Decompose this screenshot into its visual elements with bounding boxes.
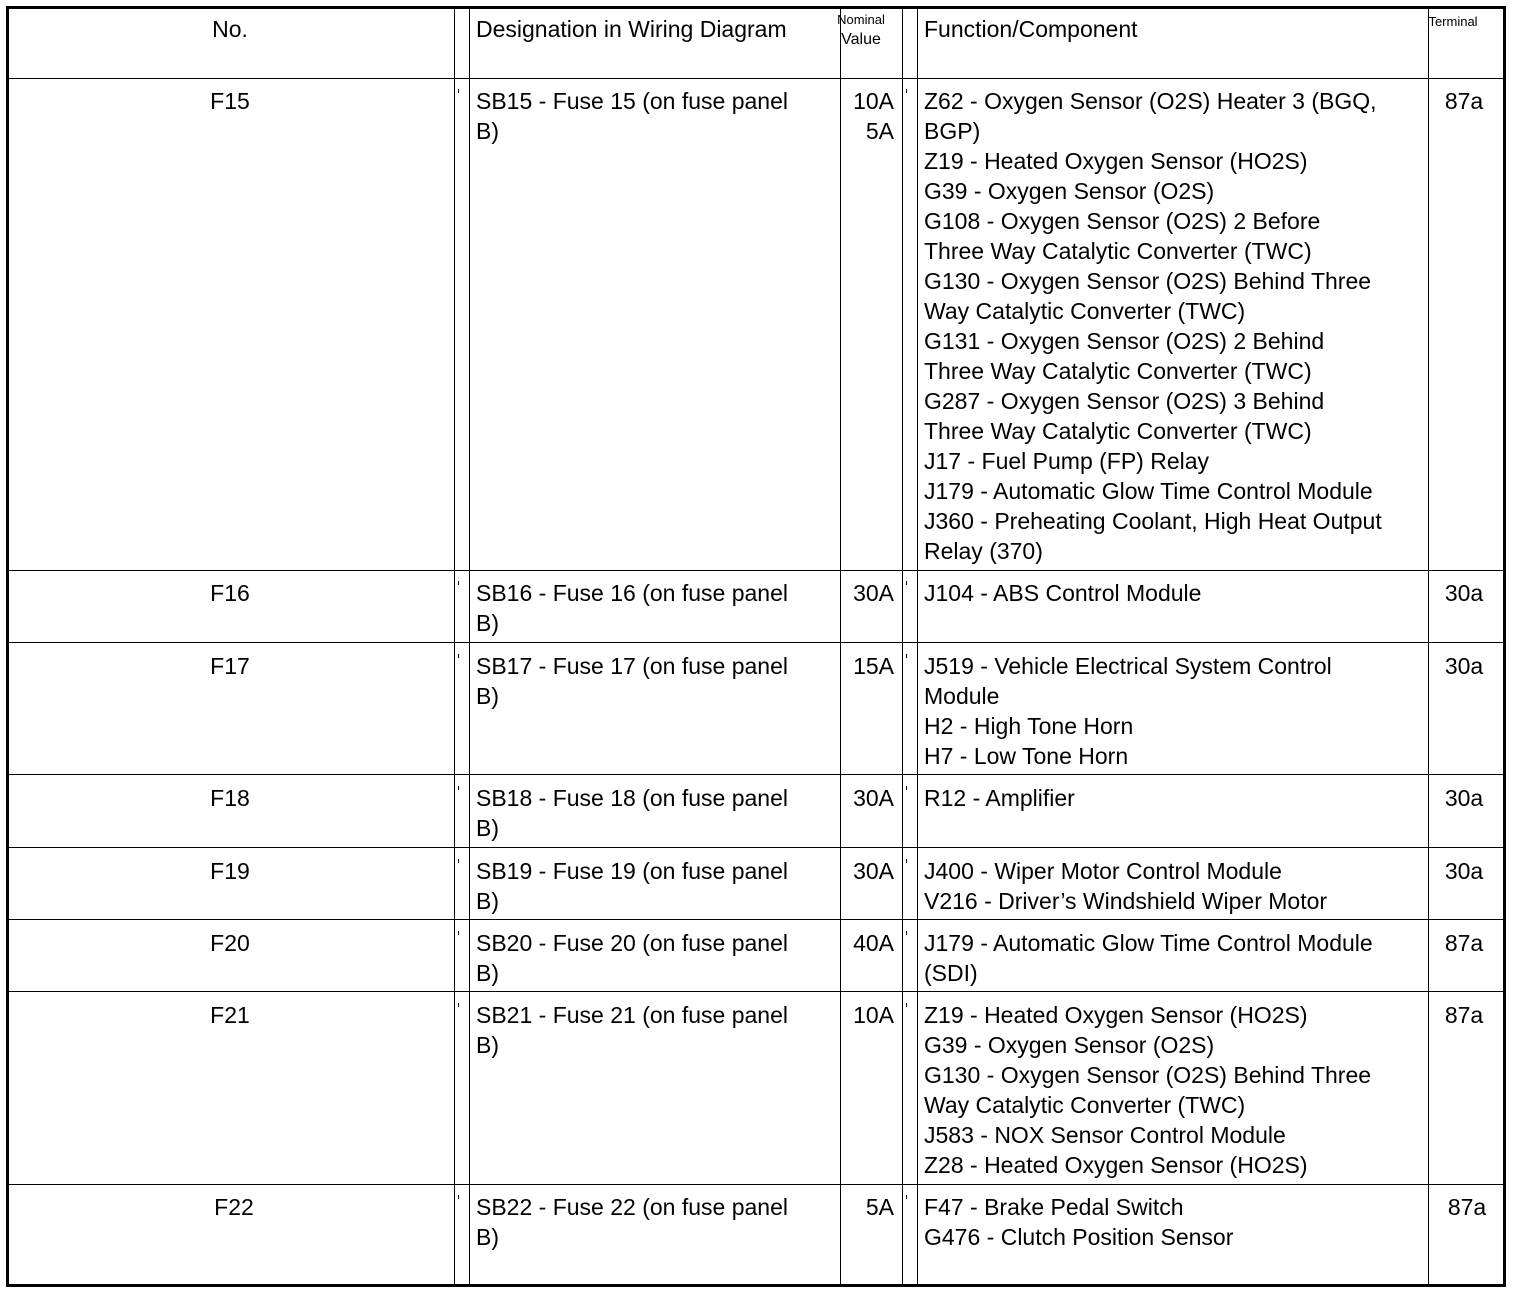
cell-tick	[458, 931, 463, 935]
function-component	[924, 1192, 1233, 1252]
row-divider	[6, 1184, 1506, 1185]
nominal-value-line: 30A	[853, 580, 894, 606]
nominal-value	[842, 651, 894, 681]
nominal-value-line: 10A	[853, 1002, 894, 1028]
fuse-number: F20	[210, 930, 250, 956]
fuse-designation-line: SB20 - Fuse 20 (on fuse panel	[476, 930, 788, 956]
header-designation: Designation in Wiring Diagram	[476, 16, 787, 42]
function-component-line: F47 - Brake Pedal Switch	[924, 1194, 1184, 1220]
function-component-line: Way Catalytic Converter (TWC)	[924, 1092, 1246, 1118]
fuse-number: F19	[210, 858, 250, 884]
function-component	[924, 86, 1382, 566]
nominal-value-line: 10A	[853, 88, 894, 114]
function-component	[924, 651, 1332, 771]
cell-tick	[906, 89, 911, 93]
function-component-line: Way Catalytic Converter (TWC)	[924, 298, 1246, 324]
terminal-value: 30a	[1444, 858, 1484, 884]
function-component-line: Z62 - Oxygen Sensor (O2S) Heater 3 (BGQ,	[924, 88, 1377, 114]
nominal-value	[842, 783, 894, 813]
fuse-designation	[476, 783, 788, 843]
fuse-designation	[476, 1000, 788, 1060]
function-component-line: J179 - Automatic Glow Time Control Module	[924, 478, 1373, 504]
fuse-designation-line: SB15 - Fuse 15 (on fuse panel	[476, 88, 788, 114]
terminal-value: 30a	[1444, 580, 1484, 606]
column-divider	[902, 6, 903, 1287]
function-component-line: R12 - Amplifier	[924, 785, 1075, 811]
nominal-value	[842, 1000, 894, 1030]
fuse-designation-line: SB22 - Fuse 22 (on fuse panel	[476, 1194, 788, 1220]
function-component	[924, 1000, 1371, 1180]
function-component-line: G131 - Oxygen Sensor (O2S) 2 Behind	[924, 328, 1325, 354]
fuse-number: F21	[210, 1002, 250, 1028]
function-component-line: J17 - Fuel Pump (FP) Relay	[924, 448, 1210, 474]
header-nominal-line2: Value	[841, 31, 881, 48]
function-component-line: J179 - Automatic Glow Time Control Module	[924, 930, 1373, 956]
header-terminal: Terminal	[1428, 14, 1478, 29]
function-component-line: Z28 - Heated Oxygen Sensor (HO2S)	[924, 1152, 1308, 1178]
function-component-line: J583 - NOX Sensor Control Module	[924, 1122, 1286, 1148]
function-component-line: J519 - Vehicle Electrical System Control	[924, 653, 1332, 679]
nominal-value-line: 40A	[853, 930, 894, 956]
fuse-designation-line: B)	[476, 683, 499, 709]
nominal-value-line: 5A	[865, 118, 894, 144]
fuse-number: F16	[210, 580, 250, 606]
function-component	[924, 783, 1075, 813]
cell-tick	[906, 786, 911, 790]
column-divider	[917, 6, 918, 1287]
cell-tick	[906, 1003, 911, 1007]
cell-tick	[906, 654, 911, 658]
nominal-value	[842, 856, 894, 886]
cell-tick	[458, 1195, 463, 1199]
fuse-designation-line: B)	[476, 888, 499, 914]
nominal-value	[842, 86, 894, 146]
fuse-number: F17	[210, 653, 250, 679]
cell-tick	[458, 89, 463, 93]
header-no: No.	[212, 16, 248, 42]
fuse-designation-line: B)	[476, 1224, 499, 1250]
fuse-designation	[476, 86, 788, 146]
fuse-designation	[476, 651, 788, 711]
row-divider	[6, 991, 1506, 992]
cell-tick	[458, 654, 463, 658]
row-divider	[6, 78, 1506, 79]
function-component-line: Z19 - Heated Oxygen Sensor (HO2S)	[924, 1002, 1308, 1028]
function-component-line: Relay (370)	[924, 538, 1043, 564]
function-component-line: V216 - Driver’s Windshield Wiper Motor	[924, 888, 1328, 914]
fuse-designation-line: B)	[476, 610, 499, 636]
cell-tick	[906, 581, 911, 585]
function-component-line: Module	[924, 683, 1000, 709]
row-divider	[6, 642, 1506, 643]
function-component-line: G130 - Oxygen Sensor (O2S) Behind Three	[924, 1062, 1372, 1088]
fuse-designation-line: B)	[476, 815, 499, 841]
terminal-value: 30a	[1444, 653, 1484, 679]
function-component-line: BGP)	[924, 118, 981, 144]
function-component-line: G130 - Oxygen Sensor (O2S) Behind Three	[924, 268, 1372, 294]
nominal-value-line: 30A	[853, 785, 894, 811]
function-component-line: Three Way Catalytic Converter (TWC)	[924, 358, 1312, 384]
cell-tick	[458, 786, 463, 790]
column-divider	[469, 6, 470, 1287]
function-component-line: Three Way Catalytic Converter (TWC)	[924, 418, 1312, 444]
cell-tick	[906, 1195, 911, 1199]
fuse-designation	[476, 1192, 788, 1252]
fuse-designation	[476, 856, 788, 916]
row-divider	[6, 847, 1506, 848]
fuse-designation	[476, 578, 788, 638]
function-component-line: H7 - Low Tone Horn	[924, 743, 1129, 769]
fuse-designation-line: B)	[476, 960, 499, 986]
fuse-designation-line: SB16 - Fuse 16 (on fuse panel	[476, 580, 788, 606]
nominal-value-line: 15A	[853, 653, 894, 679]
function-component-line: G39 - Oxygen Sensor (O2S)	[924, 1032, 1215, 1058]
cell-tick	[458, 859, 463, 863]
fuse-designation-line: SB21 - Fuse 21 (on fuse panel	[476, 1002, 788, 1028]
column-divider	[840, 6, 841, 1287]
fuse-designation	[476, 928, 788, 988]
header-nominal-line1: Nominal	[837, 12, 885, 27]
column-divider	[454, 6, 455, 1287]
row-divider	[6, 919, 1506, 920]
fuse-designation-line: SB18 - Fuse 18 (on fuse panel	[476, 785, 788, 811]
terminal-value: 30a	[1444, 785, 1484, 811]
column-divider	[1428, 6, 1429, 1287]
terminal-value: 87a	[1447, 1194, 1487, 1220]
function-component-line: G287 - Oxygen Sensor (O2S) 3 Behind	[924, 388, 1325, 414]
fuse-designation-line: SB17 - Fuse 17 (on fuse panel	[476, 653, 788, 679]
function-component-line: G108 - Oxygen Sensor (O2S) 2 Before	[924, 208, 1321, 234]
fuse-number: F22	[214, 1194, 254, 1220]
fuse-designation-line: B)	[476, 1032, 499, 1058]
fuse-designation-line: SB19 - Fuse 19 (on fuse panel	[476, 858, 788, 884]
function-component-line: J400 - Wiper Motor Control Module	[924, 858, 1282, 884]
nominal-value	[842, 578, 894, 608]
fuse-number: F15	[210, 88, 250, 114]
function-component-line: Three Way Catalytic Converter (TWC)	[924, 238, 1312, 264]
row-divider	[6, 774, 1506, 775]
row-divider	[6, 570, 1506, 571]
terminal-value: 87a	[1444, 88, 1484, 114]
function-component	[924, 578, 1201, 608]
fuse-number: F18	[210, 785, 250, 811]
function-component-line: J104 - ABS Control Module	[924, 580, 1202, 606]
function-component-line: G476 - Clutch Position Sensor	[924, 1224, 1234, 1250]
nominal-value	[842, 928, 894, 958]
fuse-designation-line: B)	[476, 118, 499, 144]
cell-tick	[906, 859, 911, 863]
terminal-value: 87a	[1444, 1002, 1484, 1028]
function-component-line: (SDI)	[924, 960, 978, 986]
cell-tick	[458, 1003, 463, 1007]
function-component	[924, 856, 1327, 916]
terminal-value: 87a	[1444, 930, 1484, 956]
function-component-line: Z19 - Heated Oxygen Sensor (HO2S)	[924, 148, 1308, 174]
function-component	[924, 928, 1373, 988]
cell-tick	[906, 931, 911, 935]
nominal-value-line: 5A	[865, 1194, 894, 1220]
function-component-line: J360 - Preheating Coolant, High Heat Output	[924, 508, 1382, 534]
header-function: Function/Component	[924, 16, 1138, 42]
function-component-line: H2 - High Tone Horn	[924, 713, 1134, 739]
nominal-value-line: 30A	[853, 858, 894, 884]
nominal-value	[842, 1192, 894, 1222]
cell-tick	[458, 581, 463, 585]
function-component-line: G39 - Oxygen Sensor (O2S)	[924, 178, 1215, 204]
